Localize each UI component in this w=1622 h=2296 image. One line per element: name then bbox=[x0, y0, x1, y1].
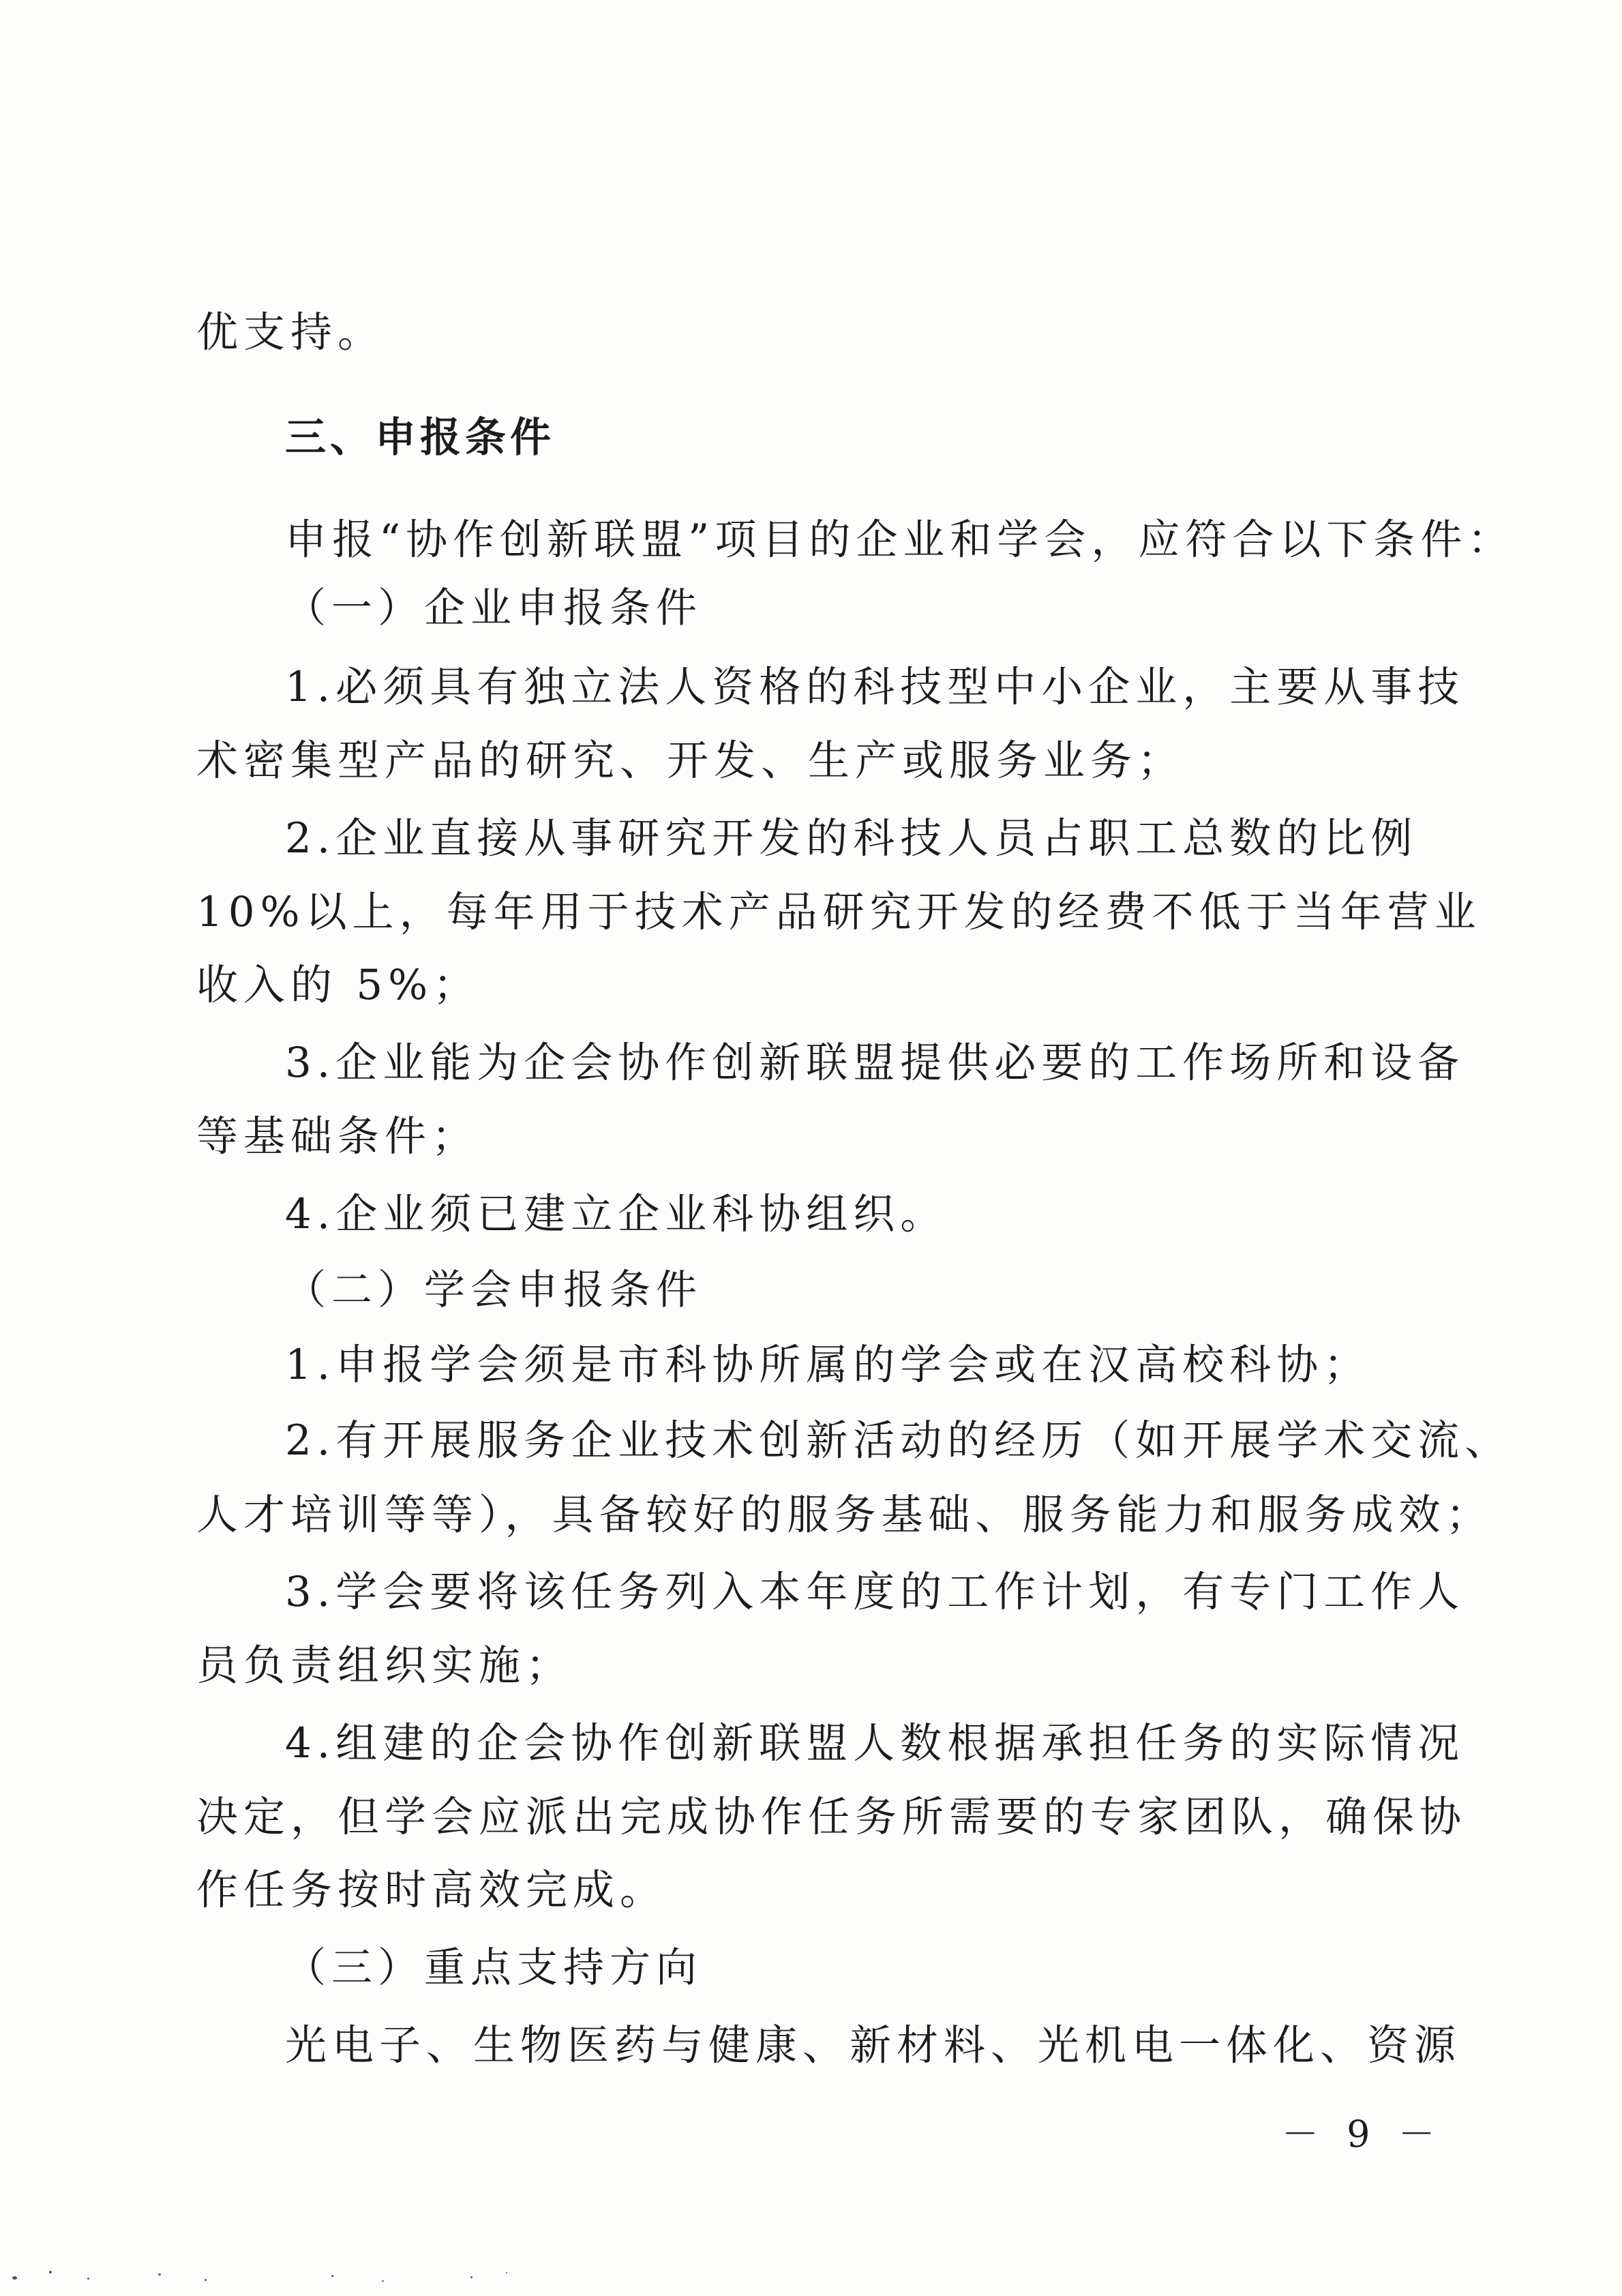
text-line: 人才培训等等），具备较好的服务基础、服务能力和服务成效； bbox=[196, 1491, 1493, 1539]
text-line: 申报“协作创新联盟”项目的企业和学会，应符合以下条件： bbox=[285, 516, 1515, 564]
text-line: 1.申报学会须是市科协所属的学会或在汉高校科协； bbox=[285, 1341, 1371, 1389]
text-line: 术密集型产品的研究、开发、生产或服务业务； bbox=[196, 736, 1185, 785]
text-line: 收入的 5%； bbox=[196, 961, 481, 1009]
text-line: 2.企业直接从事研究开发的科技人员占职工总数的比例 bbox=[285, 814, 1418, 863]
subsection-heading: （三）重点支持方向 bbox=[285, 1944, 702, 1992]
page-number: － 9 － bbox=[1282, 2113, 1443, 2156]
subsection-heading: （一）企业申报条件 bbox=[285, 584, 702, 632]
subsection-heading: （二）学会申报条件 bbox=[285, 1266, 702, 1314]
text-line: 光电子、生物医药与健康、新材料、光机电一体化、资源 bbox=[285, 2021, 1462, 2070]
text-line: 4.企业须已建立企业科协组织。 bbox=[285, 1190, 948, 1238]
text-line: 3.学会要将该任务列入本年度的工作计划，有专门工作人 bbox=[285, 1568, 1465, 1616]
text-line: 2.有开展服务企业技术创新活动的经历（如开展学术交流、 bbox=[285, 1416, 1512, 1465]
text-line: 作任务按时高效完成。 bbox=[196, 1866, 667, 1914]
text-line: 优支持。 bbox=[196, 308, 385, 357]
text-line: 员负责组织实施； bbox=[196, 1641, 573, 1690]
text-line: 4.组建的企会协作创新联盟人数根据承担任务的实际情况 bbox=[285, 1719, 1465, 1768]
text-line: 10%以上，每年用于技术产品研究开发的经费不低于当年营业 bbox=[196, 888, 1482, 936]
section-heading: 三、申报条件 bbox=[285, 414, 555, 462]
text-line: 等基础条件； bbox=[196, 1112, 479, 1161]
text-line: 决定，但学会应派出完成协作任务所需要的专家团队，确保协 bbox=[196, 1793, 1467, 1841]
text-line: 3.企业能为企会协作创新联盟提供必要的工作场所和设备 bbox=[285, 1039, 1465, 1087]
text-line: 1.必须具有独立法人资格的科技型中小企业，主要从事技 bbox=[285, 663, 1465, 711]
